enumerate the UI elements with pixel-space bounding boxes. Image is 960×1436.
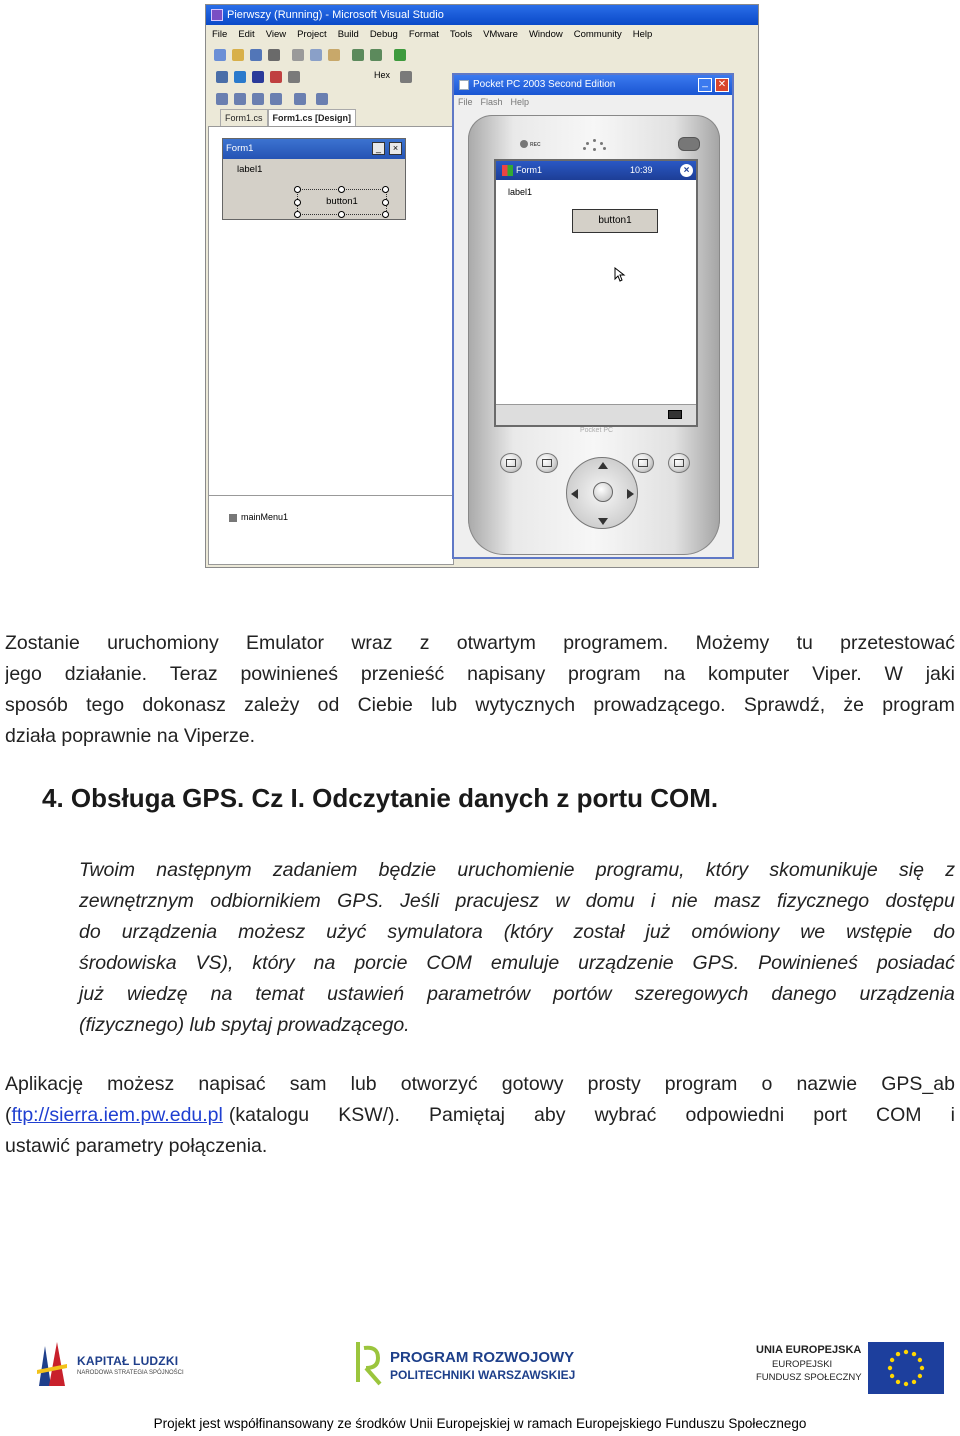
designer-form-title <box>223 139 405 159</box>
visual-studio-icon <box>211 9 223 21</box>
word: wiedzę <box>126 983 188 1005</box>
word: i <box>650 890 656 912</box>
word: omówiony <box>691 921 780 943</box>
emulator-title-bar <box>454 75 732 95</box>
eu-logo <box>754 1342 946 1396</box>
word: Aplikację <box>5 1073 84 1095</box>
emulator-window <box>452 73 734 559</box>
word: GPS_ab <box>881 1073 955 1095</box>
menu-vmware[interactable]: VMware <box>483 29 518 40</box>
word: przetestować <box>840 632 955 654</box>
paren-open: ( <box>5 1104 12 1126</box>
word: lub <box>431 694 458 716</box>
word: prowadzącego. <box>593 694 726 716</box>
vs-title-bar <box>206 5 758 25</box>
word: powinieneś <box>240 663 339 685</box>
word: jaki <box>925 663 955 685</box>
action-button[interactable] <box>593 482 613 502</box>
word: Ciebie <box>357 694 413 716</box>
component-tray <box>208 495 454 565</box>
word: że <box>843 694 865 716</box>
tab-form1-design[interactable]: Form1.cs [Design] <box>268 109 357 126</box>
paragraph-task <box>79 855 955 1041</box>
ppc-title-bar <box>496 161 696 180</box>
hardware-button-2[interactable] <box>536 453 558 473</box>
word: dokonasz <box>142 694 226 716</box>
resize-handle[interactable] <box>382 186 389 193</box>
word: dostępu <box>885 890 955 912</box>
tab-form1-code[interactable]: Form1.cs <box>220 109 268 126</box>
program-rozwojowy-logo <box>352 1336 602 1392</box>
word: przenieść <box>360 663 445 685</box>
redo-icon[interactable] <box>370 49 382 61</box>
ftp-link[interactable]: ftp://sierra.iem.pw.edu.pl <box>11 1104 223 1126</box>
word: zewnętrznym <box>79 890 194 912</box>
word: użyć <box>326 921 367 943</box>
word: parametrów <box>427 983 531 1005</box>
word: o <box>761 1073 773 1095</box>
word: urządzenie <box>578 952 674 974</box>
menu-debug[interactable]: Debug <box>369 29 398 40</box>
word: portów <box>553 983 612 1005</box>
pocket-pc-logo: Pocket PC <box>580 427 614 434</box>
eu-star-icon <box>890 1358 894 1362</box>
align-right-icon[interactable] <box>252 93 264 105</box>
menu-build[interactable]: Build <box>337 29 359 40</box>
word: na <box>313 952 336 974</box>
word: możesz <box>107 1073 175 1095</box>
text-line <box>79 855 955 886</box>
word: (katalogu <box>228 1104 310 1126</box>
menu-file[interactable]: File <box>212 29 228 40</box>
word: Zostanie <box>5 632 80 654</box>
word: odbiornikiem <box>210 890 321 912</box>
word: emuluje <box>490 952 560 974</box>
word: uruchomienie <box>457 859 575 881</box>
menu-community[interactable]: Community <box>573 29 622 40</box>
designer-form[interactable] <box>222 138 406 220</box>
word: otwartym <box>456 632 536 654</box>
eu-line-1: UNIA EUROPEJSKA <box>756 1344 862 1356</box>
word: który <box>252 952 295 974</box>
ppc-label: label1 <box>508 187 533 197</box>
arrow-left-icon[interactable] <box>571 489 578 499</box>
minimize-button[interactable]: _ <box>698 78 712 92</box>
word: wybrać <box>594 1104 657 1126</box>
new-project-icon[interactable] <box>214 49 226 61</box>
hex-toggle[interactable]: Hex <box>374 70 391 80</box>
word: gotowy <box>501 1073 564 1095</box>
speaker-grille <box>580 139 610 153</box>
word: Emulator <box>246 632 325 654</box>
vs-toolbar-1 <box>206 45 758 67</box>
record-label: REC <box>530 142 541 148</box>
text-line <box>5 1100 955 1131</box>
word: KSW/). <box>338 1104 400 1126</box>
word: Viper. <box>812 663 862 685</box>
word: wraz <box>351 632 393 654</box>
eu-star-icon <box>918 1358 922 1362</box>
word: GPS. <box>337 890 384 912</box>
word: programu, <box>595 859 685 881</box>
resize-handle[interactable] <box>294 199 301 206</box>
word: już <box>645 921 671 943</box>
word: port <box>813 1104 847 1126</box>
emu-menu-file[interactable]: File <box>458 97 473 107</box>
step-icon[interactable] <box>216 71 228 83</box>
threads-icon[interactable] <box>400 71 412 83</box>
vs-menu-bar <box>206 26 758 44</box>
arrow-up-icon[interactable] <box>598 462 608 469</box>
word: lub <box>350 1073 377 1095</box>
word: zadaniem <box>272 859 358 881</box>
word: W <box>884 663 903 685</box>
text-line <box>5 690 955 721</box>
designer-button[interactable]: button1 <box>297 189 387 215</box>
word: napisany <box>467 663 546 685</box>
minimize-icon: _ <box>372 142 385 155</box>
word: Jeśli <box>400 890 440 912</box>
word: z <box>419 632 430 654</box>
word: z <box>945 859 955 881</box>
hardware-button-4[interactable] <box>668 453 690 473</box>
ppc-button[interactable]: button1 <box>572 209 658 233</box>
word: w <box>555 890 570 912</box>
text-line <box>79 917 955 948</box>
word: który <box>705 859 749 881</box>
word: Sprawdź, <box>743 694 826 716</box>
prw-subtitle: POLITECHNIKI WARSZAWSKIEJ <box>390 1368 576 1382</box>
device-screen <box>494 159 698 427</box>
word: będzie <box>378 859 437 881</box>
resize-handle[interactable] <box>338 186 345 193</box>
word: do <box>933 921 955 943</box>
close-icon: × <box>389 142 402 155</box>
word: sposób <box>5 694 68 716</box>
eu-star-icon <box>918 1374 922 1378</box>
paragraph-emulator <box>5 628 955 752</box>
text-line: (fizycznego) lub spytaj prowadzącego. <box>79 1014 410 1036</box>
word: programem. <box>563 632 669 654</box>
eu-star-icon <box>888 1366 892 1370</box>
word: został <box>573 921 625 943</box>
word: symulatora <box>387 921 483 943</box>
word: jego <box>5 663 42 685</box>
word: urządzenia <box>859 983 955 1005</box>
kapital-ludzki-subtitle: NARODOWA STRATEGIA SPÓJNOŚCI <box>77 1370 184 1376</box>
resize-handle[interactable] <box>294 211 301 218</box>
eu-star-icon <box>912 1380 916 1384</box>
eu-star-icon <box>912 1352 916 1356</box>
word: już <box>79 983 104 1005</box>
emulator-menu <box>454 97 533 107</box>
word: na <box>663 663 686 685</box>
eu-star-icon <box>920 1366 924 1370</box>
funding-note: Projekt jest współfinansowany ze środków Unii Europejskiej w ramach Europejskiego Funduszu Społecznego <box>153 1416 807 1431</box>
word: Powinieneś <box>758 952 858 974</box>
word: skomunikuje <box>769 859 878 881</box>
word: odpowiedni <box>685 1104 785 1126</box>
hardware-button-3[interactable] <box>632 453 654 473</box>
ppc-form-title: Form1 <box>516 165 543 175</box>
menu-window[interactable]: Window <box>528 29 563 40</box>
hardware-button-1[interactable] <box>500 453 522 473</box>
form-designer <box>208 126 454 496</box>
emulator-title-text: Pocket PC 2003 Second Edition <box>473 79 616 90</box>
paste-icon[interactable] <box>328 49 340 61</box>
text-line <box>79 948 955 979</box>
mouse-pointer-icon <box>614 267 626 283</box>
pocket-pc-device <box>468 115 720 555</box>
word: we <box>800 921 826 943</box>
text-line <box>5 1069 955 1100</box>
word: napisać <box>198 1073 266 1095</box>
text-line <box>79 979 955 1010</box>
text-line <box>5 628 955 659</box>
emu-menu-flash[interactable]: Flash <box>480 97 503 107</box>
word: COM <box>875 1104 922 1126</box>
paragraph-application <box>5 1069 955 1162</box>
resize-handle[interactable] <box>294 186 301 193</box>
save-all-icon[interactable] <box>268 49 280 61</box>
eu-star-icon <box>904 1350 908 1354</box>
word: się <box>899 859 924 881</box>
menu-format[interactable]: Format <box>408 29 439 40</box>
start-debug-icon[interactable] <box>394 49 406 61</box>
word: działanie. <box>64 663 148 685</box>
keyboard-icon[interactable] <box>668 410 682 419</box>
ppc-menu-bar <box>496 404 696 425</box>
eu-line-2: EUROPEJSKI <box>772 1359 833 1370</box>
word: prosty <box>587 1073 641 1095</box>
word: fizycznego <box>776 890 870 912</box>
ppc-close-icon[interactable]: × <box>680 164 693 177</box>
word: urządzenia <box>121 921 218 943</box>
word: szeregowych <box>634 983 749 1005</box>
designer-form-title-text: Form1 <box>226 143 254 154</box>
word: nazwie <box>796 1073 858 1095</box>
text-line: ustawić parametry połączenia. <box>5 1135 268 1157</box>
same-size-icon[interactable] <box>270 93 282 105</box>
kapital-ludzki-mark <box>35 1340 69 1388</box>
ppc-clock: 10:39 <box>630 165 653 175</box>
power-button[interactable] <box>678 137 700 151</box>
word: danego <box>771 983 837 1005</box>
kapital-ludzki-name: KAPITAŁ LUDZKI <box>77 1354 179 1368</box>
text-line: działa poprawnie na Viperze. <box>5 725 256 747</box>
text-line-rest <box>223 1100 955 1131</box>
word: program <box>664 1073 738 1095</box>
emulator-screenshot <box>205 4 759 568</box>
word: Pamiętaj <box>429 1104 505 1126</box>
kapital-ludzki-logo <box>35 1336 195 1392</box>
align-left-icon[interactable] <box>216 93 228 105</box>
word: i <box>950 1104 955 1126</box>
word: wstępie <box>846 921 913 943</box>
spacing-icon[interactable] <box>294 93 306 105</box>
word: GPS. <box>692 952 740 974</box>
arrow-right-icon[interactable] <box>627 489 634 499</box>
resize-handle[interactable] <box>382 199 389 206</box>
eu-line-3: FUNDUSZ SPOŁECZNY <box>756 1372 862 1383</box>
eu-star-icon <box>896 1380 900 1384</box>
word: tu <box>796 632 813 654</box>
word: domu <box>585 890 635 912</box>
start-menu-icon[interactable] <box>502 165 513 176</box>
word: uruchomiony <box>107 632 219 654</box>
tray-item-mainmenu[interactable]: mainMenu1 <box>229 512 288 522</box>
word: komputer <box>708 663 790 685</box>
word: od <box>317 694 340 716</box>
word: otworzyć <box>400 1073 478 1095</box>
word: program <box>568 663 641 685</box>
eu-flag-icon <box>868 1342 944 1394</box>
arrow-down-icon[interactable] <box>598 518 608 525</box>
record-button[interactable] <box>520 140 528 148</box>
word: nie <box>671 890 698 912</box>
word: wytycznych <box>475 694 576 716</box>
word: temat <box>255 983 305 1005</box>
step-over-icon[interactable] <box>288 71 300 83</box>
word: środowiska <box>79 952 177 974</box>
center-horizontally-icon[interactable] <box>316 93 328 105</box>
word: aby <box>534 1104 566 1126</box>
eu-star-icon <box>904 1382 908 1386</box>
cut-icon[interactable] <box>292 49 304 61</box>
word: COM <box>426 952 472 974</box>
menu-project[interactable]: Project <box>297 29 327 40</box>
word: zależy <box>244 694 300 716</box>
text-line <box>79 886 955 917</box>
menu-view[interactable]: View <box>265 29 287 40</box>
word: sam <box>289 1073 327 1095</box>
word: na <box>210 983 233 1005</box>
breakpoint-icon[interactable] <box>270 71 282 83</box>
word: masz <box>714 890 761 912</box>
vs-title-text: Pierwszy (Running) - Microsoft Visual Studio <box>227 9 444 21</box>
eu-star-icon <box>896 1352 900 1356</box>
word: ustawień <box>327 983 405 1005</box>
stop-icon[interactable] <box>252 71 264 83</box>
word: program <box>882 694 955 716</box>
document-tabs <box>220 109 356 125</box>
word: Teraz <box>169 663 218 685</box>
word: VS), <box>195 952 234 974</box>
word: tego <box>86 694 125 716</box>
continue-icon[interactable] <box>234 71 246 83</box>
word: następnym <box>156 859 252 881</box>
word: Twoim <box>79 859 135 881</box>
menu-edit[interactable]: Edit <box>238 29 255 40</box>
menu-help[interactable]: Help <box>632 29 653 40</box>
menu-tools[interactable]: Tools <box>449 29 473 40</box>
prw-mark <box>352 1338 386 1388</box>
save-icon[interactable] <box>250 49 262 61</box>
emulator-icon <box>459 80 469 90</box>
prw-title: PROGRAM ROZWOJOWY <box>390 1349 575 1366</box>
open-icon[interactable] <box>232 49 244 61</box>
word: Możemy <box>695 632 770 654</box>
resize-handle[interactable] <box>382 211 389 218</box>
undo-icon[interactable] <box>352 49 364 61</box>
word: do <box>79 921 101 943</box>
close-button[interactable]: ✕ <box>715 78 729 92</box>
align-center-icon[interactable] <box>234 93 246 105</box>
text-line <box>5 659 955 690</box>
emu-menu-help[interactable]: Help <box>510 97 530 107</box>
copy-icon[interactable] <box>310 49 322 61</box>
section-heading: 4. Obsługa GPS. Cz I. Odczytanie danych z portu COM. <box>42 783 719 813</box>
word: porcie <box>354 952 408 974</box>
word: pracujesz <box>455 890 539 912</box>
eu-star-icon <box>890 1374 894 1378</box>
resize-handle[interactable] <box>338 211 345 218</box>
word: (który <box>503 921 553 943</box>
word: posiadać <box>876 952 955 974</box>
designer-label[interactable]: label1 <box>237 164 263 175</box>
word: możesz <box>238 921 306 943</box>
navigation-pad[interactable] <box>566 457 638 529</box>
